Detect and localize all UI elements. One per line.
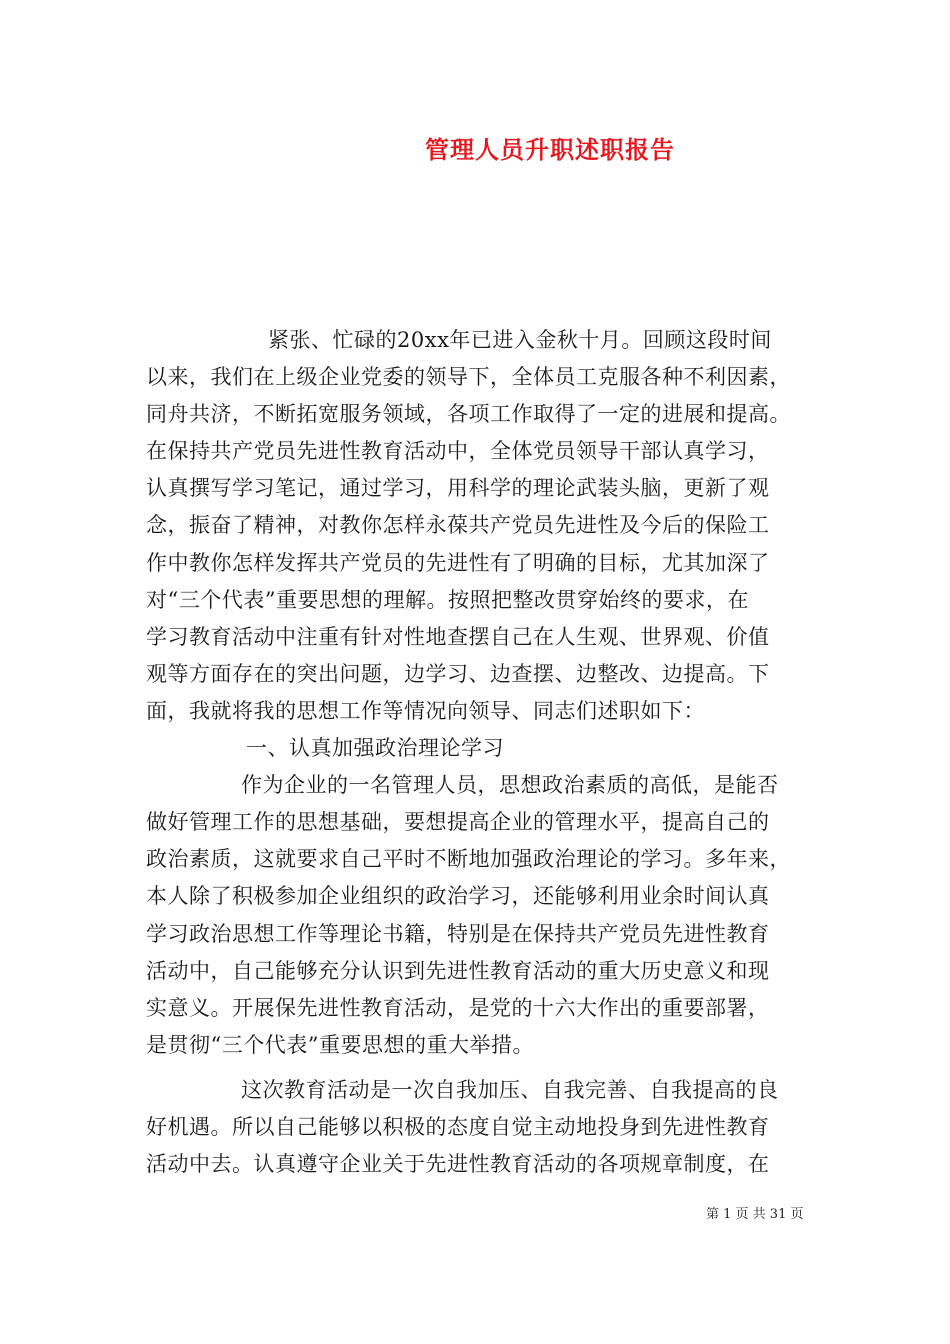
text-line: 学习教育活动中注重有针对性地查摆自己在人生观、世界观、价值: [146, 624, 770, 649]
text-line: 好机遇。所以自己能够以积极的态度自觉主动地投身到先进性教育: [146, 1114, 770, 1139]
text-line: 念，振奋了精神，对教你怎样永葆共产党员先进性及今后的保险工: [146, 513, 770, 538]
text-line: 作中教你怎样发挥共产党员的先进性有了明确的目标，尤其加深了: [146, 550, 770, 575]
text-line: 本人除了积极参加企业组织的政治学习，还能够利用业余时间认真: [146, 884, 770, 909]
paragraph-education-activity: [146, 1072, 822, 1183]
text-line: 同舟共济，不断拓宽服务领域，各项工作取得了一定的进展和提高。: [146, 402, 791, 427]
document-body: [146, 322, 822, 1183]
text-line: 做好管理工作的思想基础，要想提高企业的管理水平，提高自己的: [146, 810, 770, 835]
paragraph-intro: [146, 322, 822, 730]
document-title: 管理人员升职述职报告: [425, 135, 675, 164]
text-line: 对“三个代表”重要思想的理解。按照把整改贯穿始终的要求，在: [146, 587, 749, 612]
text-line: 活动中去。认真遵守企业关于先进性教育活动的各项规章制度，在: [146, 1152, 770, 1177]
text-line: 这次教育活动是一次自我加压、自我完善、自我提高的良: [241, 1077, 779, 1102]
section-heading: 一、认真加强政治理论学习: [246, 736, 504, 761]
text-line: 学习政治思想工作等理论书籍，特别是在保持共产党员先进性教育: [146, 921, 770, 946]
text-line: 认真撰写学习笔记，通过学习，用科学的理论武装头脑，更新了观: [146, 476, 770, 501]
page-number: 第 1 页 共 31 页: [706, 1207, 804, 1222]
text-line: 以来，我们在上级企业党委的领导下，全体员工克服各种不利因素，: [146, 365, 791, 390]
paragraph-political-study: [146, 767, 822, 1064]
text-line: 作为企业的一名管理人员，思想政治素质的高低，是能否: [241, 773, 779, 798]
text-line: 政治素质，这就要求自己平时不断地加强政治理论的学习。多年来，: [146, 847, 791, 872]
text-line: 紧张、忙碌的20xx年已进入金秋十月。回顾这段时间: [268, 328, 772, 352]
text-line: 是贯彻“三个代表”重要思想的重大举措。: [146, 1032, 534, 1057]
text-line: 在保持共产党员先进性教育活动中，全体党员领导干部认真学习，: [146, 439, 770, 464]
text-line: 观等方面存在的突出问题，边学习、边查摆、边整改、边提高。下: [146, 661, 770, 686]
text-line: 活动中，自己能够充分认识到先进性教育活动的重大历史意义和现: [146, 958, 770, 983]
text-line: 实意义。开展保先进性教育活动，是党的十六大作出的重要部署，: [146, 995, 770, 1020]
text-line: 面，我就将我的思想工作等情况向领导、同志们述职如下：: [146, 698, 705, 723]
